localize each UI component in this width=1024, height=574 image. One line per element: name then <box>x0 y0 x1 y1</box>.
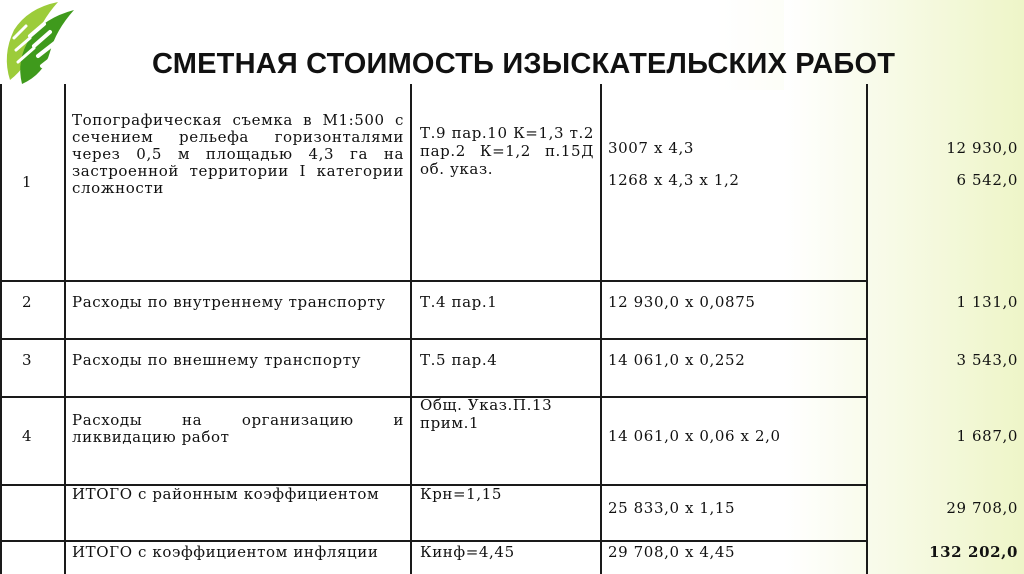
basis-reference: Общ. Указ.П.13 прим.1 <box>420 396 553 432</box>
calculation: 12 930,0 х 0,0875 <box>608 293 756 311</box>
column-divider <box>410 84 412 574</box>
work-description: ИТОГО с коэффициентом инфляции <box>72 543 379 561</box>
cost-value: 29 708,0 <box>946 499 1018 517</box>
column-divider <box>866 84 868 574</box>
wheat-ear-icon <box>0 0 82 86</box>
column-divider <box>64 84 66 574</box>
calculation: 25 833,0 х 1,15 <box>608 499 736 517</box>
row-number: 3 <box>22 351 33 369</box>
cost-value: 6 542,0 <box>956 171 1018 189</box>
work-description: Расходы по внутреннему транспорту <box>72 293 386 311</box>
calculation: 3007 х 4,3 <box>608 139 695 157</box>
page-title: СМЕТНАЯ СТОИМОСТЬ ИЗЫСКАТЕЛЬСКИХ РАБОТ <box>152 48 896 80</box>
row-divider <box>0 280 868 282</box>
row-divider <box>0 338 868 340</box>
work-description: Топографическая съемка в М1:500 с сечением рельефа горизонталями через 0,5 м площадью 4,3 га на застроенной территории I категории сложности <box>72 111 404 197</box>
column-divider <box>600 84 602 574</box>
calculation: 29 708,0 х 4,45 <box>608 543 736 561</box>
estimate-table <box>0 84 1024 574</box>
row-number: 1 <box>22 173 33 191</box>
calculation: 14 061,0 х 0,06 х 2,0 <box>608 427 781 445</box>
work-description: Расходы на организацию и ликвидацию работ <box>72 411 404 446</box>
basis-reference: Крн=1,15 <box>420 485 502 503</box>
cost-value: 3 543,0 <box>956 351 1018 369</box>
work-description: ИТОГО с районным коэффициентом <box>72 485 380 503</box>
basis-reference: Т.9 пар.10 К=1,3 т.2 пар.2 К=1,2 п.15Д об. указ. <box>420 124 594 178</box>
cost-value: 1 131,0 <box>956 293 1018 311</box>
row-number: 4 <box>22 427 33 445</box>
cost-value: 12 930,0 <box>946 139 1018 157</box>
basis-reference: Т.5 пар.4 <box>420 351 498 369</box>
row-divider <box>0 540 868 542</box>
work-description: Расходы по внешнему транспорту <box>72 351 362 369</box>
cost-value: 1 687,0 <box>956 427 1018 445</box>
table-border-left <box>0 84 2 574</box>
calculation: 14 061,0 х 0,252 <box>608 351 746 369</box>
basis-reference: Кинф=4,45 <box>420 543 515 561</box>
calculation: 1268 х 4,3 х 1,2 <box>608 171 740 189</box>
total-cost-value: 132 202,0 <box>929 543 1018 561</box>
row-number: 2 <box>22 293 33 311</box>
basis-reference: Т.4 пар.1 <box>420 293 498 311</box>
